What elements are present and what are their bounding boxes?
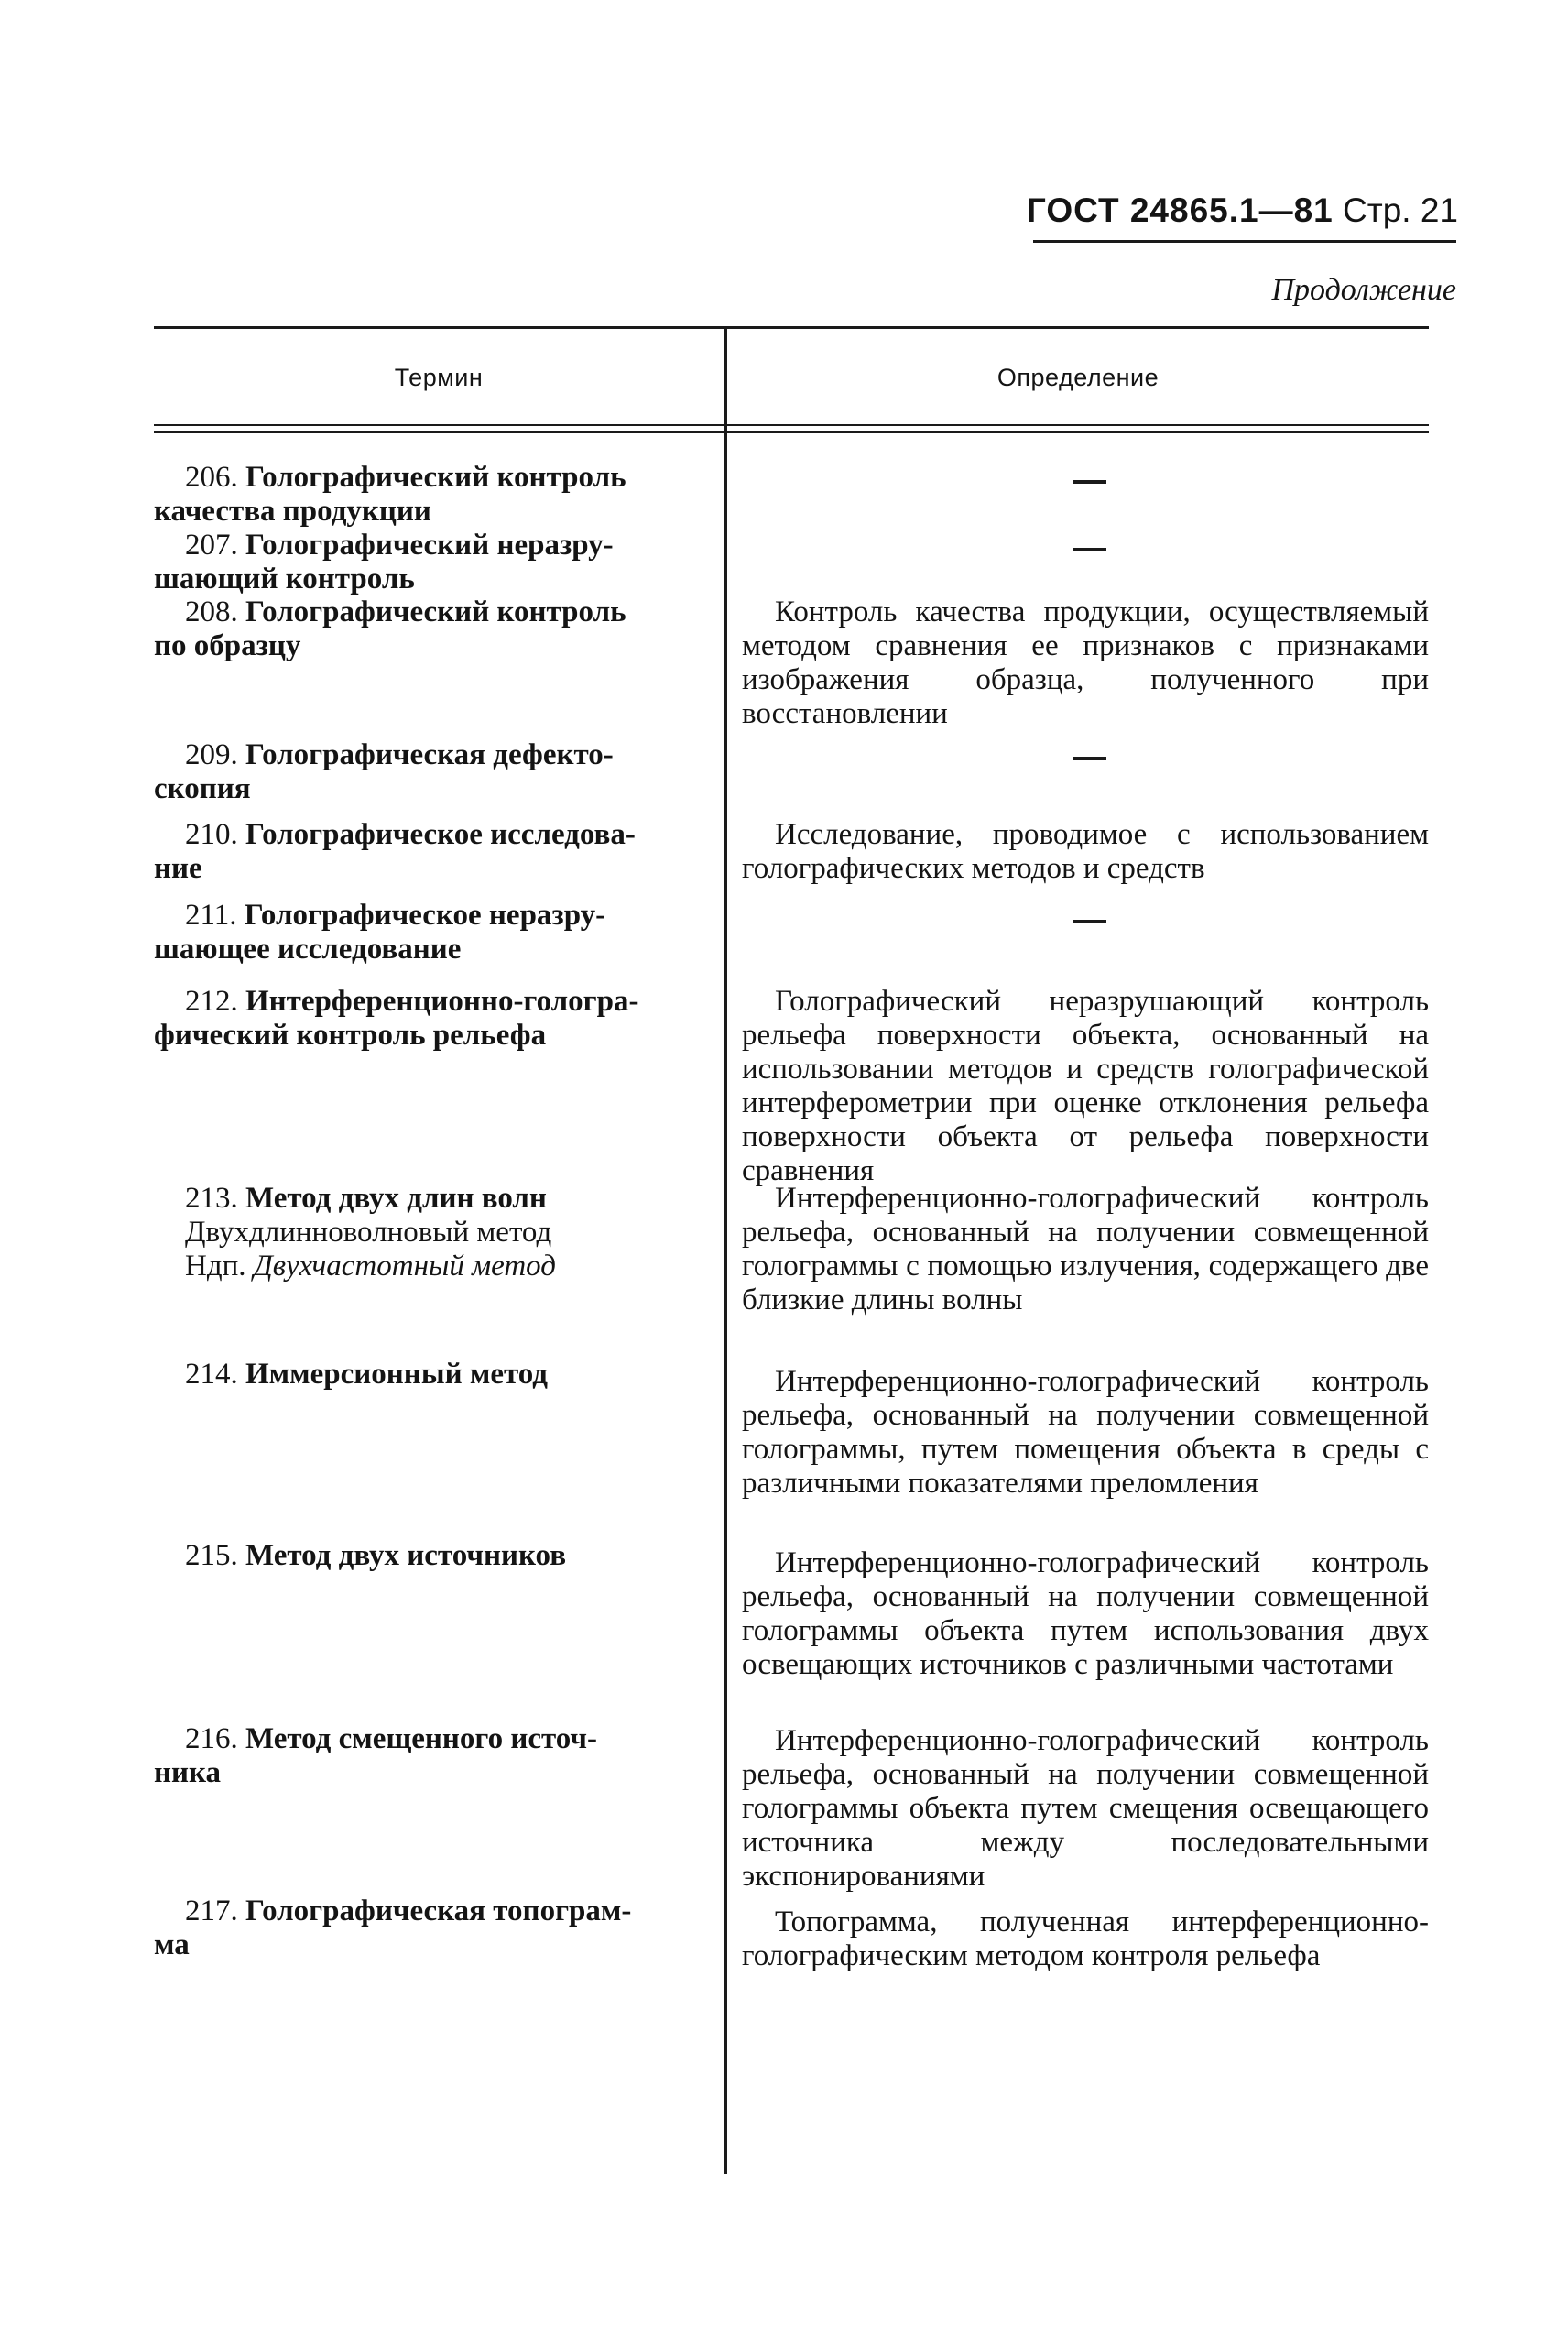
term-211 bbox=[154, 899, 696, 966]
term-207 bbox=[154, 529, 696, 596]
no-definition-dash bbox=[1073, 920, 1106, 923]
term-216 bbox=[154, 1722, 696, 1790]
no-definition-dash bbox=[1073, 548, 1106, 551]
term-213 bbox=[154, 1182, 696, 1283]
term-synonym: Двухдлинноволновый метод bbox=[185, 1216, 552, 1249]
term-title: Голографический контроль bbox=[245, 595, 626, 628]
term-title: Голографический неразру- bbox=[245, 529, 614, 562]
ndp-term: Двухчастотный метод bbox=[253, 1250, 556, 1283]
term-title: Интерференционно-гологра- bbox=[245, 985, 639, 1018]
term-number: 210. bbox=[185, 818, 238, 851]
term-number: 206. bbox=[185, 461, 238, 494]
no-definition-dash bbox=[1073, 480, 1106, 484]
term-number: 211. bbox=[185, 899, 237, 932]
term-number: 213. bbox=[185, 1182, 238, 1215]
term-number: 217. bbox=[185, 1895, 238, 1927]
column-header-definition: Определение bbox=[996, 364, 1160, 391]
term-title: Голографический контроль bbox=[245, 461, 626, 494]
standard-number: ГОСТ 24865.1—81 bbox=[1026, 191, 1334, 229]
term-number: 209. bbox=[185, 738, 238, 771]
term-210 bbox=[154, 818, 696, 886]
term-209 bbox=[154, 738, 696, 806]
term-title-cont: по образцу bbox=[154, 629, 301, 662]
term-title-cont: качества продукции bbox=[154, 495, 431, 528]
term-208 bbox=[154, 595, 696, 663]
no-definition-dash bbox=[1073, 757, 1106, 760]
term-number: 216. bbox=[185, 1722, 238, 1755]
term-title: Голографическая топограм- bbox=[245, 1895, 632, 1927]
term-title-cont: шающее исследование bbox=[154, 933, 462, 966]
term-212 bbox=[154, 985, 696, 1053]
ndp-label: Ндп. bbox=[185, 1250, 246, 1283]
term-title-cont: ма bbox=[154, 1928, 190, 1961]
term-title-cont: фический контроль рельефа bbox=[154, 1019, 547, 1052]
term-215 bbox=[154, 1539, 696, 1573]
definition-208: Контроль качества продукции, осуществляемый методом сравнения ее признаков с признаками изображения образца, полученного при восстановлении bbox=[742, 595, 1429, 730]
table-header-rule-2 bbox=[154, 431, 1429, 433]
continuation-label: Продолжение bbox=[1271, 273, 1456, 307]
term-title: Голографическая дефекто- bbox=[245, 738, 614, 771]
term-214 bbox=[154, 1358, 696, 1392]
definition-216: Интерференционно-голографический контроль рельефа, основанный на получении совмещенной голограммы объекта путем смещения освещающего источника между последовательными экспонированиями bbox=[742, 1724, 1429, 1893]
table-top-rule bbox=[154, 326, 1429, 329]
page-header bbox=[989, 191, 1458, 231]
term-title: Метод смещенного источ- bbox=[245, 1722, 598, 1755]
term-number: 214. bbox=[185, 1358, 238, 1391]
term-title-cont: ника bbox=[154, 1756, 222, 1789]
column-header-term: Термин bbox=[394, 364, 484, 391]
term-number: 215. bbox=[185, 1539, 238, 1572]
definition-213: Интерференционно-голографический контроль рельефа, основанный на получении совмещенной голограммы с помощью излучения, содержащего две близкие длины волны bbox=[742, 1182, 1429, 1316]
term-title: Метод двух источников bbox=[245, 1539, 567, 1572]
column-divider bbox=[724, 327, 727, 2174]
term-title: Голографическое неразру- bbox=[244, 899, 606, 932]
term-title-cont: ние bbox=[154, 852, 202, 885]
term-title-cont: скопия bbox=[154, 772, 251, 805]
definition-217: Топограмма, полученная интерференционно-голографическим методом контроля рельефа bbox=[742, 1906, 1429, 1972]
term-title-cont: шающий контроль bbox=[154, 562, 415, 595]
definition-214: Интерференционно-голографический контроль рельефа, основанный на получении совмещенной голограммы, путем помещения объекта в среды с различными показателями преломления bbox=[742, 1365, 1429, 1500]
term-217 bbox=[154, 1895, 696, 1962]
term-number: 207. bbox=[185, 529, 238, 562]
table-header-rule-1 bbox=[154, 424, 1429, 426]
header-rule bbox=[1033, 240, 1456, 243]
term-number: 208. bbox=[185, 595, 238, 628]
term-title: Метод двух длин волн bbox=[245, 1182, 547, 1215]
definition-215: Интерференционно-голографический контроль рельефа, основанный на получении совмещенной голограммы объекта путем использования двух освещающих источников с различными частотами bbox=[742, 1546, 1429, 1681]
definition-210: Исследование, проводимое с использованием голографических методов и средств bbox=[742, 818, 1429, 885]
term-title: Иммерсионный метод bbox=[245, 1358, 548, 1391]
page-number: Стр. 21 bbox=[1343, 191, 1458, 229]
term-number: 212. bbox=[185, 985, 238, 1018]
term-206 bbox=[154, 461, 696, 529]
definition-212: Голографический неразрушающий контроль рельефа поверхности объекта, основанный на использовании методов и средств голографической интерферометрии при оценке отклонения рельефа поверхности объекта от рельефа поверхности сравнения bbox=[742, 985, 1429, 1187]
term-title: Голографическое исследова- bbox=[245, 818, 636, 851]
